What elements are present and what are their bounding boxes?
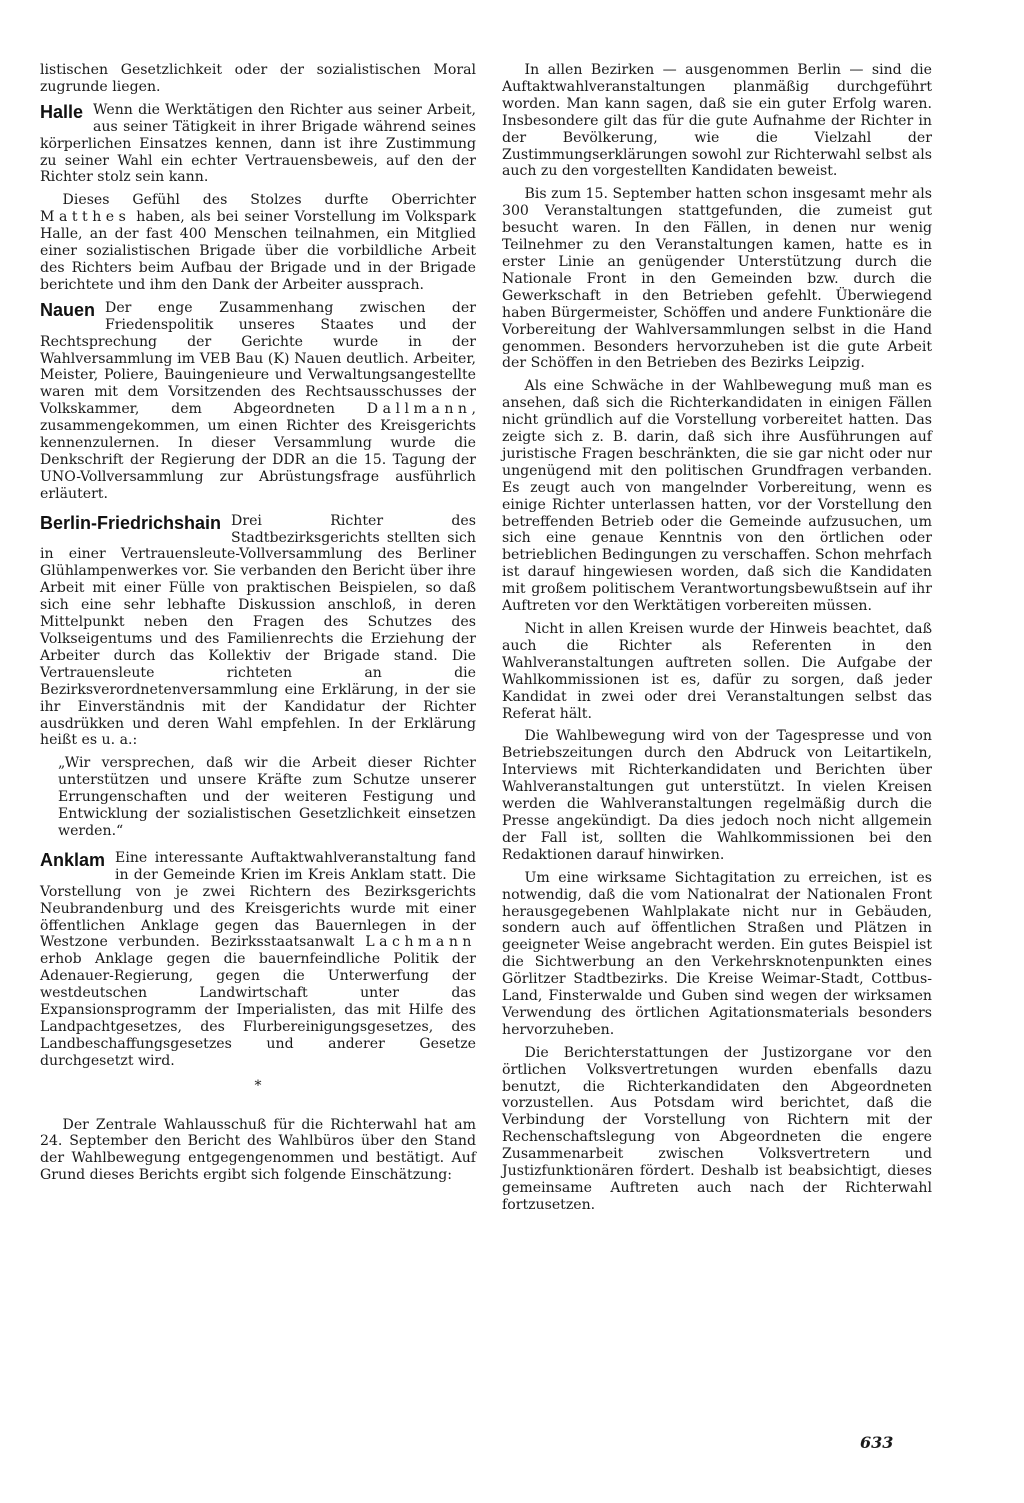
section-berlin-friedrichshain	[40, 513, 476, 750]
text-run: haben, als bei seiner Vorstellung im Volkspark Halle, an der fast 400 Menschen teilnahmen, ein Mitglied einer sozialistischen Brigade über die vorbildliche Arbeit des Richters beim Aufbau der Brigade und in der Brigade berichtete und ihm den Dank der Arbeiter aussprach.	[40, 209, 476, 293]
spaced-name: Dallmann	[366, 401, 472, 418]
section-heading: Anklam	[40, 849, 106, 870]
paragraph: Die Wahlbewegung wird von der Tagespresse und von Betriebszeitungen durch den Abdruck von Leitartikeln, Interviews mit Richterkandidaten und Berichten über Wahlveranstaltungen gut unterstützt. In vielen Kreisen werden die Wahlveranstaltungen regelmäßig durch die Presse angekündigt. Da dies jedoch noch nicht allgemein der Fall ist, sollten die Wahlkommissionen bei den Redaktionen darauf hinwirken.	[502, 728, 932, 863]
section-body	[40, 300, 476, 503]
section-anklam	[40, 850, 476, 1070]
section-body: Wenn die Werktätigen den Richter aus seiner Arbeit, aus seiner Tätigkeit in ihrer Brigade während seines körperlichen Einsatzes kennen, dann ist ihre Zustimmung zu seiner Wahl ein echter Vertrauensbeweis, auf den der Richter stolz sein kann.	[40, 101, 476, 186]
text-run: , zusammengekommen, um einen Richter des Kreisgerichts kennenzulernen. In dieser Versammlung wurde die Denkschrift der Regierung der DDR an die 15. Tagung der UNO-Vollversammlung zur Abrüstungsfrage ausführlich erläutert.	[40, 401, 476, 502]
paragraph: Als eine Schwäche in der Wahlbewegung muß man es ansehen, daß sich die Richterkandidaten in einigen Fällen nicht gründlich auf die Vorstellung vorbereitet hatten. Das zeigte sich z. B. darin, daß sich ihre Ausführungen auf juristische Fragen beschränkten, die sie gar nicht oder nur ungenügend mit den politischen Grundfragen verbanden. Es zeugt auch von mangelnder Vorbereitung, wenn es einige Richter unterlassen hatten, vor der Vorstellung den betreffenden Betrieb oder die Gemeinde aufzusuchen, um sich eine genaue Kenntnis von den örtlichen oder betrieblichen Bedingungen zu verschaffen. Schon mehrfach ist darauf hingewiesen worden, daß sich die Kandidaten mit großem politischem Verantwortungsbewußtsein auf ihr Auftreten vor den Werktätigen vorbereiten müssen.	[502, 378, 932, 615]
section-halle	[40, 102, 476, 187]
text-run: Der enge Zusammenhang zwischen der Friedenspolitik unseres Staates und der Rechtsprechung der Gerichte wurde in der Wahlversammlung im VEB Bau (K) Nauen deutlich. Arbeiter, Meister, Poliere, Bauingenieure und Verwaltungsangestellte waren mit dem Vorsitzenden des Rechtsausschusses der Volkskammer, dem Abgeordneten	[40, 299, 476, 418]
section-heading: Berlin-Friedrichshain	[40, 512, 222, 533]
paragraph	[40, 192, 476, 293]
text-run: Dieses Gefühl des Stolzes durfte Oberrichter	[62, 192, 476, 209]
paragraph: Die Berichterstattungen der Justizorgane vor den örtlichen Volksvertretungen wurden ebenfalls dazu benutzt, die Richterkandidaten den Abgeordneten vorzustellen. Aus Potsdam wird berichtet, daß die Verbindung der Vorstellung von Richtern mit der Rechenschaftslegung von Abgeordneten die engere Zusammenarbeit zwischen Volksvertretern und Justizfunktionären fördert. Deshalb ist beabsichtigt, dieses gemeinsame Auftreten auch nach der Richterwahl fortzusetzen.	[502, 1044, 932, 1213]
text-run: erhob Anklage gegen die bauernfeindliche Politik der Adenauer-Regierung, gegen die Unterwerfung der westdeutschen Landwirtschaft unter das Expansionsprogramm der Imperialisten, das mit Hilfe des Landpachtgesetzes, des Flurbereinigungsgesetzes, des Landbeschaffungsgesetzes und anderer Gesetze durchgesetzt wird.	[40, 951, 476, 1069]
spaced-name: Lachmann	[365, 934, 477, 951]
spaced-name: Matthes	[40, 209, 131, 226]
right-column	[502, 62, 932, 1220]
section-heading: Nauen	[40, 299, 96, 320]
paragraph: listischen Gesetzlichkeit oder der sozialistischen Moral zugrunde liegen.	[40, 62, 476, 95]
section-heading: Halle	[40, 101, 84, 122]
page-number: 633	[860, 1433, 894, 1452]
section-separator: *	[254, 1077, 262, 1094]
paragraph: In allen Bezirken — ausgenommen Berlin — sind die Auftaktwahlveranstaltungen planmäßig durchgeführt worden. Man kann sagen, daß sie ein guter Erfolg waren. Insbesondere gilt das für die gute Aufnahme der Richter in der Bevölkerung, wie die Vielzahl der Zustimmungserklärungen sowohl zur Richterwahl selbst als auch zu den vorgestellten Kandidaten beweist.	[502, 62, 932, 180]
paragraph: Um eine wirksame Sichtagitation zu erreichen, ist es notwendig, daß die vom Nationalrat der Nationalen Front herausgegebenen Wahlplakate nicht nur in Gebäuden, sondern auch auf öffentlichen Straßen und Plätzen in geeigneter Weise angebracht werden. Ein gutes Beispiel ist die Sichtwerbung an den Verkehrsknotenpunkten eines Görlitzer Stadtbezirks. Die Kreise Weimar-Stadt, Cottbus-Land, Finsterwalde und Guben sind wegen der wirksamen Verwendung des örtlichen Agitationsmaterials besonders hervorzuheben.	[502, 869, 932, 1038]
section-body: Drei Richter des Stadtbezirksgerichts stellten sich in einer Vertrauensleute-Vollversammlung des Berliner Glühlampenwerkes vor. Sie verbanden den Bericht über ihre Arbeit mit einer Fülle von praktischen Beispielen, so daß sich eine sehr lebhafte Diskussion anschloß, in deren Mittelpunkt neben den Fragen des Schutzes des Volkseigentums und des Familienrechts die Erziehung der Arbeiter durch das Kollektiv der Brigade stand. Die Vertrauensleute richteten an die Bezirksverordnetenversammlung eine Erklärung, in der sie ihr Einverständnis mit der Kandidatur der Richter ausdrükken und deren Wahl empfehlen. In der Erklärung heißt es u. a.:	[40, 512, 476, 749]
paragraph: Der Zentrale Wahlausschuß für die Richterwahl hat am 24. September den Bericht des Wahlbüros über den Stand der Wahlbewegung entgegengenommen und bestätigt. Auf Grund dieses Berichts ergibt sich folgende Einschätzung:	[40, 1116, 476, 1184]
quote-text: „Wir versprechen, daß wir die Arbeit dieser Richter unterstützen und unsere Kräfte zum Schutze unserer Errungenschaften und der weiteren Festigung und Entwicklung der sozialistischen Gesetzlichkeit einsetzen werden.“	[58, 755, 476, 839]
paragraph: Nicht in allen Kreisen wurde der Hinweis beachtet, daß auch die Richter als Referenten in den Wahlveranstaltungen auftreten sollen. Die Aufgabe der Wahlkommissionen ist es, dafür zu sorgen, daß jeder Kandidat in zwei oder drei Veranstaltungen selbst das Referat hält.	[502, 621, 932, 722]
left-column	[40, 62, 476, 1190]
section-body	[40, 850, 476, 1070]
section-nauen	[40, 300, 476, 503]
text-run: Eine interessante Auftaktwahlveranstaltung fand in der Gemeinde Krien im Kreis Anklam statt. Die Vorstellung von je zwei Richtern des Bezirksgerichts Neubrandenburg und des Kreisgerichts wurde mit einer öffentlichen Anklage gegen das Bauernlegen in der Westzone verbunden. Bezirksstaatsanwalt	[40, 849, 476, 951]
paragraph: Bis zum 15. September hatten schon insgesamt mehr als 300 Veranstaltungen stattgefunden, die zumeist gut besucht waren. In den Fällen, in denen nur wenig Teilnehmer zu den Veranstaltungen kamen, hatte es in erster Linie an genügender Unterstützung durch die Nationale Front in den Gemeinden bzw. durch die Gewerkschaft in den Betrieben gefehlt. Überwiegend haben Bürgermeister, Schöffen und andere Funktionäre die Vorbereitung der Wahlversammlungen selbst in die Hand genommen. Besonders hervorzuheben ist die gute Arbeit der Schöffen in den Betrieben des Bezirks Leipzig.	[502, 186, 932, 372]
block-quote	[40, 755, 476, 840]
